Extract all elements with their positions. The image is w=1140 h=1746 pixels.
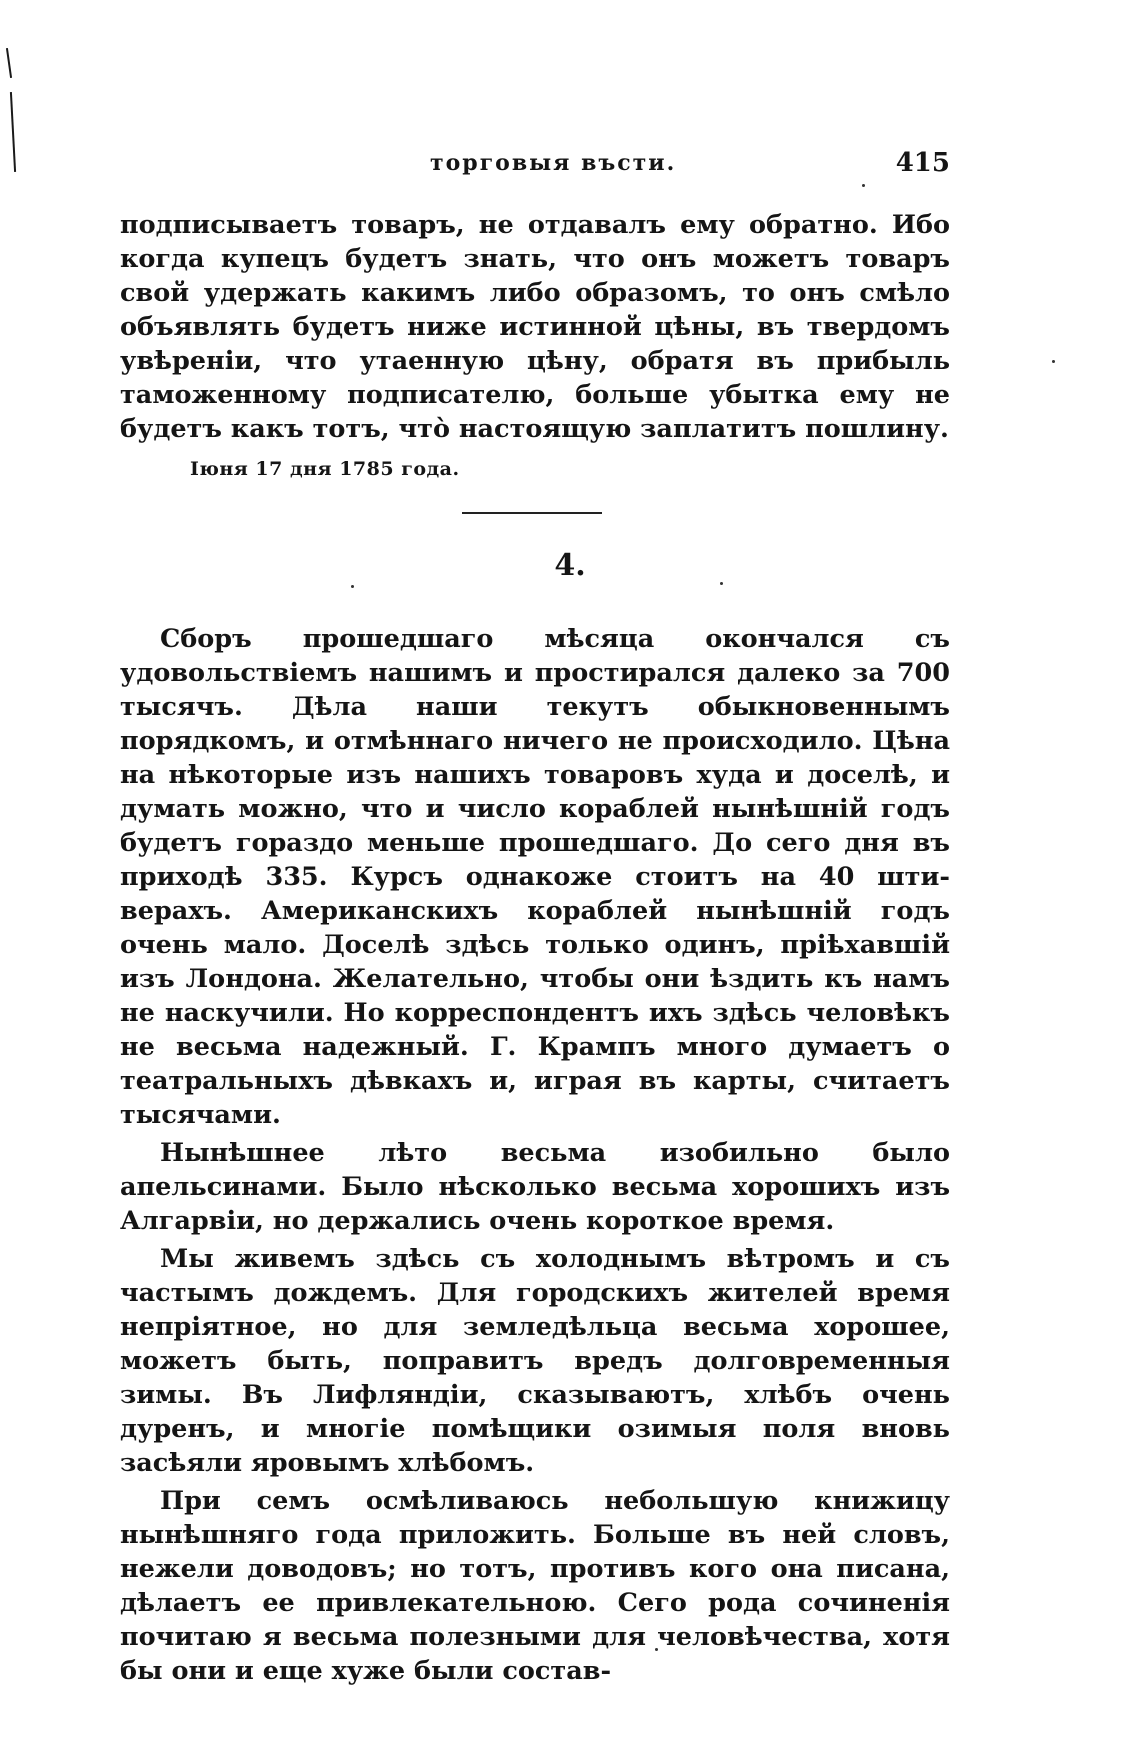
section-number: 4. xyxy=(554,548,586,583)
section-paragraph: Нынѣшнее лѣто весьма изобильно было апельсинами. Было нѣсколько весьма хорошихъ изъ Алгарвіи, но держались очень короткое время. xyxy=(120,1138,950,1236)
scan-margin-mark xyxy=(10,92,16,172)
running-head xyxy=(120,150,950,186)
running-head-title: торговыя въсти. xyxy=(430,150,677,176)
continued-paragraph: подписываетъ товаръ, не отдавалъ ему обратно. Ибо когда купецъ будетъ знать, что онъ можетъ товаръ свой удержать какимъ либо образомъ, то онъ смѣло объявлять будетъ ниже истинной цѣны, въ твердомъ увѣреніи, что утаенную цѣну, обратя въ прибыль таможенному подписателю, больше убытка ему не будетъ какъ тотъ, что̀ настоящую заплатитъ пошлину. xyxy=(120,210,950,444)
section-paragraph: Сборъ прошедшаго мѣсяца окончался съ удовольствіемъ нашимъ и простирался далеко за 700 тысячъ. Дѣла наши текутъ обыкновеннымъ порядкомъ, и отмѣннаго ничего не происходило. Цѣна на нѣкоторые изъ нашихъ товаровъ худа и доселѣ, и думать можно, что и число кораблей нынѣшній годъ будетъ гораздо меньше прошедшаго. До сего дня въ приходѣ 335. Курсъ однакоже стоитъ на 40 штиверахъ. Американскихъ кораблей нынѣшній годъ очень мало. Доселѣ здѣсь только одинъ, пріѣхавшій изъ Лондона. Желательно, чтобы они ѣздить къ намъ не наскучили. Но корреспондентъ ихъ здѣсь человѣкъ не весьма надежный. Г. Крампъ много думаетъ о театральныхъ дѣвкахъ и, играя въ карты, считаетъ тысячами. xyxy=(120,624,950,1130)
section-separator-rule xyxy=(462,512,602,514)
scan-speck xyxy=(1052,360,1055,363)
scan-speck xyxy=(351,585,354,588)
date-line: Іюня 17 дня 1785 года. xyxy=(190,458,460,480)
page-number: 415 xyxy=(895,148,950,178)
section-paragraph: При семъ осмѣливаюсь небольшую книжицу нынѣшняго года приложить. Больше въ ней словъ, нежели доводовъ; но тотъ, противъ кого она писана, дѣлаетъ ее привлекательною. Сего рода сочиненія почитаю я весьма полезными для человѣчества, хотя бы они и еще хуже были состав- xyxy=(120,1486,950,1686)
scan-margin-mark xyxy=(6,48,12,78)
section-body xyxy=(120,622,950,1692)
section-paragraph: Мы живемъ здѣсь съ холоднымъ вѣтромъ и съ частымъ дождемъ. Для городскихъ жителей время непріятное, но для земледѣльца весьма хорошее, можетъ быть, поправитъ вредъ долговременныя зимы. Въ Лифляндіи, сказываютъ, хлѣбъ очень дуренъ, и многіе помѣщики озимыя поля вновь засѣяли яровымъ хлѣбомъ. xyxy=(120,1244,950,1478)
